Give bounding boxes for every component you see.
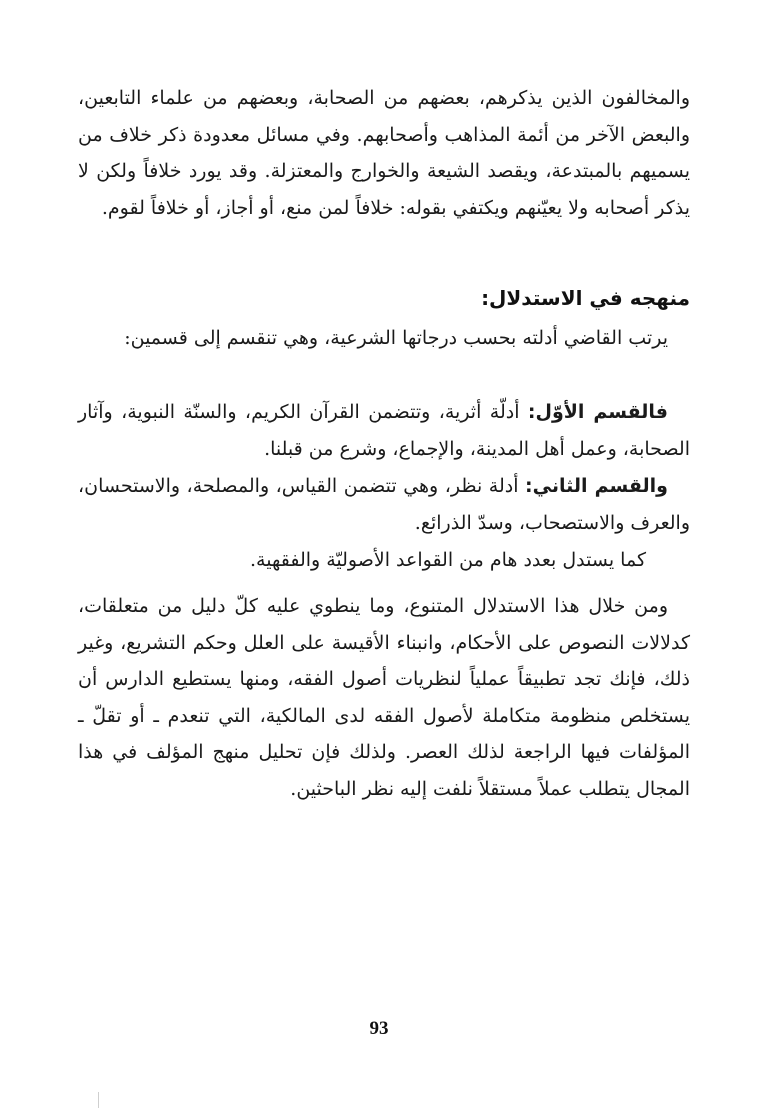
page-number: 93: [369, 1018, 389, 1039]
first-section-lead: فالقسم الأوّل:: [527, 401, 668, 423]
qawaid-paragraph-text: كما يستدل بعدد هام من القواعد الأصوليّة والفقهية.: [250, 549, 646, 571]
second-section-paragraph: [78, 468, 690, 541]
scan-edge-mark: [98, 1092, 99, 1108]
synthesis-paragraph-text: ومن خلال هذا الاستدلال المتنوع، وما ينطوي عليه كلّ دليل من متعلقات، كدلالات النصوص على الأحكام، وانبناء الأقيسة على العلل وحكم التشريع، وغير ذلك، فإنك تجد تطبيقاً عملياً لنظريات أصول الفقه، ومنها يستطيع الدارس أن يستخلص منظومة متكاملة لأصول الفقه لدى المالكية، التي تنعدم ـ أو تقلّ ـ المؤلفات فيها الراجعة لذلك العصر. ولذلك فإن تحليل منهج المؤلف في هذا المجال يتطلب عملاً مستقلاً نلفت إليه نظر الباحثين.: [78, 595, 690, 800]
ranking-paragraph-text: يرتب القاضي أدلته بحسب درجاتها الشرعية، وهي تنقسم إلى قسمين:: [124, 327, 668, 349]
section-heading: منهجه في الاستدلال:: [481, 286, 690, 310]
first-section-text: أدلّة أثرية، وتتضمن القرآن الكريم، والسنّة النبوية، وآثار الصحابة، وعمل أهل المدينة، والإجماع، وشرع من قبلنا.: [78, 401, 690, 460]
second-section-lead: والقسم الثاني:: [525, 475, 668, 497]
first-section-line: [78, 394, 690, 467]
qawaid-paragraph: [78, 542, 690, 579]
synthesis-paragraph: [78, 588, 690, 807]
intro-paragraph: [78, 80, 690, 226]
second-section-text: أدلة نظر، وهي تتضمن القياس، والمصلحة، والاستحسان، والعرف والاستصحاب، وسدّ الذرائع.: [78, 475, 690, 534]
first-section-paragraph: [78, 394, 690, 467]
ranking-paragraph: [78, 320, 690, 357]
intro-paragraph-text: والمخالفون الذين يذكرهم، بعضهم من الصحابة، وبعضهم من علماء التابعين، والبعض الآخر من أئمة المذاهب وأصحابهم. وفي مسائل معدودة ذكر خلاف من يسميهم بالمبتدعة، ويقصد الشيعة والخوارج والمعتزلة. وقد يورد خلافاً ولكن لا يذكر أصحابه ولا يعيّنهم ويكتفي بقوله: خلافاً لمن منع، أو أجاز، أو خلافاً لقوم.: [78, 87, 690, 219]
second-section-line: [78, 468, 690, 541]
